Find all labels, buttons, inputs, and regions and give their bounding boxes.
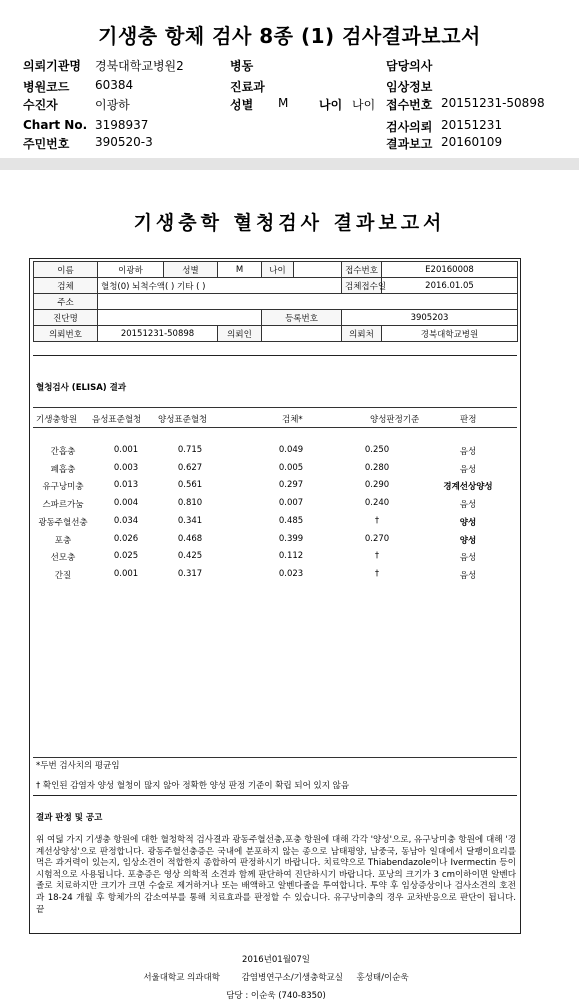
result-cutoff: † [374, 568, 380, 579]
result-cutoff: 0.240 [364, 498, 390, 509]
result-neg: 0.026 [113, 533, 139, 544]
col-sample: 검체* [282, 415, 303, 425]
report-title: 기생충학 혈청검사 결과보고서 [133, 212, 446, 234]
result-cutoff: 0.250 [364, 445, 390, 455]
label-age: 나이 [319, 98, 343, 112]
col-pos-std: 양성표준혈청 [158, 415, 208, 425]
value-resident-no: 390520-3 [95, 135, 153, 149]
conclusion-paragraph: 위 여덟 가지 기생충 항원에 대한 혈청학적 검사결과 광동주혈선충,포충 항원에 대해 각각 '양성'으로, 유구낭미충 항원에 대해 '경계선상양성'으로 판정합니다. 광동주혈선충증은 국내에 분포하지 않는 종으로 남태평양, 남중국, 동남아 일대에서 달팽이요리를 먹은 과거력이 있는지, 임상소견이 적합한지 종합하여 판정하시기 바랍니다. 치료약으로 Thiabendazole이나 Ivermectin 등이 시험적으로 사용됩니다. 포충증은 영상 의학적 소견과 함께 판단하여 진단하시기 바랍니다. 포낭의 크기가 3 cm이하이면 알벤다졸로 치료하지만 크기가 크면 수술로 제거하거나 또는 배액하고 알벤다졸을 투여합니다. 투약 후 임상증상이나 검사소견의 호전과 18-24 개월 후 항체가의 감소여부를 통해 치료효과를 판정할 수 있습니다. 유구낭미충의 경우 교차반응으로 판단이 됩니다. 끝 [36, 835, 516, 915]
results-end-rule [33, 757, 517, 758]
header-row-3 [0, 96, 579, 116]
note-cutoff: † 확인된 감염자 양성 혈청이 많지 않아 정확한 양성 판정 기준이 확립 되어 있지 않음 [36, 781, 350, 791]
result-cutoff: † [374, 515, 380, 526]
info-diagnosis-label: 진단명 [34, 310, 98, 326]
result-neg: 0.025 [113, 551, 139, 562]
result-sample: 0.007 [278, 498, 304, 509]
result-sample: 0.005 [278, 462, 304, 473]
col-cutoff: 양성판정기준 [370, 415, 420, 425]
result-antigen: 폐흡충 [50, 464, 76, 475]
result-pos: 0.715 [177, 445, 203, 455]
result-result: 양성 [459, 517, 477, 528]
result-antigen: 선모충 [50, 553, 76, 564]
conclusion-text [36, 835, 516, 916]
result-sample: 0.485 [278, 515, 304, 526]
col-result: 판정 [460, 415, 477, 425]
result-antigen: 포충 [54, 535, 72, 546]
result-pos: 0.317 [177, 568, 203, 579]
result-pos: 0.627 [177, 462, 203, 473]
result-result: 음성 [459, 447, 477, 457]
info-age [294, 262, 342, 278]
report-date: 2016년01월07일 [242, 955, 310, 965]
info-specimen: 혈청(0) 뇌척수액( ) 기타 ( ) [98, 278, 342, 294]
patient-info-table [33, 261, 518, 342]
info-sex: M [218, 262, 262, 278]
result-antigen: 유구낭미충 [42, 482, 84, 493]
result-pos: 0.341 [177, 515, 203, 526]
label-department: 진료과 [230, 80, 265, 94]
info-sex-label: 성별 [164, 262, 218, 278]
value-hospital-code: 60384 [95, 78, 134, 92]
result-cutoff: 0.290 [364, 480, 390, 491]
info-specimen-date: 2016.01.05 [382, 278, 518, 294]
label-sex: 성별 [230, 98, 254, 112]
info-req-no-label: 의뢰번호 [34, 326, 98, 342]
result-sample: 0.399 [278, 533, 304, 544]
label-ward: 병동 [230, 59, 254, 73]
label-institution: 의뢰기관명 [23, 59, 81, 73]
results-header-rule-top [33, 407, 517, 408]
result-result: 음성 [459, 553, 477, 564]
col-neg-std: 음성표준혈청 [92, 415, 142, 425]
signature-lab: 감염병연구소/기생충학교실 [241, 973, 343, 983]
report-frame [29, 258, 521, 1001]
info-doctor [262, 326, 342, 342]
info-reg: 3905203 [342, 310, 518, 326]
result-neg: 0.003 [113, 462, 139, 473]
value-receipt-no: 20151231-50898 [441, 96, 545, 110]
elisa-title: 혈청검사 (ELISA) 결과 [36, 383, 127, 393]
info-specimen-date-label: 검체접수일 [342, 278, 382, 294]
label-report-date: 결과보고 [386, 137, 433, 151]
result-pos: 0.425 [177, 551, 203, 562]
result-result: 양성 [459, 535, 477, 546]
result-result: 음성 [459, 464, 477, 475]
note-average: *두번 검사치의 평균임 [36, 761, 120, 771]
result-result: 음성 [459, 500, 477, 511]
value-institution: 경북대학교병원2 [95, 59, 184, 73]
result-antigen: 스파르가눔 [42, 500, 84, 511]
conclusion-rule [33, 795, 517, 796]
result-result: 음성 [459, 570, 477, 581]
value-request-date: 20151231 [441, 118, 503, 132]
header-row-1 [0, 57, 579, 77]
label-receipt-no: 접수번호 [386, 98, 433, 112]
value-age: 나이 [352, 98, 376, 112]
result-antigen: 간질 [54, 570, 72, 581]
label-clinical-info: 임상정보 [386, 80, 433, 94]
info-name: 이광하 [98, 262, 164, 278]
result-neg: 0.013 [113, 480, 139, 491]
info-req-place-label: 의뢰처 [342, 326, 382, 342]
info-address [98, 294, 518, 310]
result-neg: 0.001 [113, 568, 139, 579]
label-resident-no: 주민번호 [23, 137, 70, 151]
divider-band [0, 158, 579, 170]
signature-signers: 홍성태/이순욱 [356, 973, 409, 983]
info-diagnosis [98, 310, 262, 326]
scanned-report [0, 170, 579, 1001]
info-receipt-label: 접수번호 [342, 262, 382, 278]
report-summary-header [0, 0, 579, 158]
value-sex: M [278, 96, 289, 110]
result-sample: 0.297 [278, 480, 304, 491]
signature-institution: 서울대학교 의과대학 [143, 973, 220, 983]
page-title: 기생충 항체 검사 8종 (1) 검사결과보고서 [98, 24, 481, 48]
result-neg: 0.004 [113, 498, 139, 509]
value-report-date: 20160109 [441, 135, 503, 149]
result-antigen: 광동주혈선충 [38, 517, 88, 528]
result-sample: 0.023 [278, 568, 304, 579]
col-antigen: 기생충항원 [36, 415, 78, 425]
result-antigen: 간흡충 [50, 447, 76, 457]
result-pos: 0.468 [177, 533, 203, 544]
result-pos: 0.810 [177, 498, 203, 509]
header-row-2 [0, 78, 579, 98]
label-request-date: 검사의뢰 [386, 120, 433, 134]
info-req-place: 경북대학교병원 [382, 326, 518, 342]
result-result: 경계선상양성 [443, 482, 493, 493]
result-pos: 0.561 [177, 480, 203, 491]
result-cutoff: † [374, 551, 380, 562]
info-name-label: 이름 [34, 262, 98, 278]
label-patient: 수진자 [23, 98, 58, 112]
info-specimen-label: 검체 [34, 278, 98, 294]
value-chart-no: 3198937 [95, 118, 149, 132]
info-age-label: 나이 [262, 262, 294, 278]
result-sample: 0.112 [278, 551, 304, 562]
info-req-no: 20151231-50898 [98, 326, 218, 342]
label-chart-no: Chart No. [23, 118, 88, 132]
signature-line [30, 971, 522, 983]
result-sample: 0.049 [278, 445, 304, 455]
info-address-label: 주소 [34, 294, 98, 310]
result-cutoff: 0.270 [364, 533, 390, 544]
info-receipt: E20160008 [382, 262, 518, 278]
label-doctor: 담당의사 [386, 59, 433, 73]
result-neg: 0.034 [113, 515, 139, 526]
result-neg: 0.001 [113, 445, 139, 455]
result-cutoff: 0.280 [364, 462, 390, 473]
results-header-rule-bottom [33, 427, 517, 428]
label-hospital-code: 병원코드 [23, 80, 70, 94]
info-doctor-label: 의뢰인 [218, 326, 262, 342]
conclusion-title: 결과 판정 및 공고 [36, 813, 103, 823]
info-reg-label: 등록번호 [262, 310, 342, 326]
section-rule [33, 355, 517, 356]
contact: 담당 : 이순욱 (740-8350) [226, 991, 326, 1001]
header-row-5 [0, 135, 579, 155]
value-patient: 이광하 [95, 98, 130, 112]
